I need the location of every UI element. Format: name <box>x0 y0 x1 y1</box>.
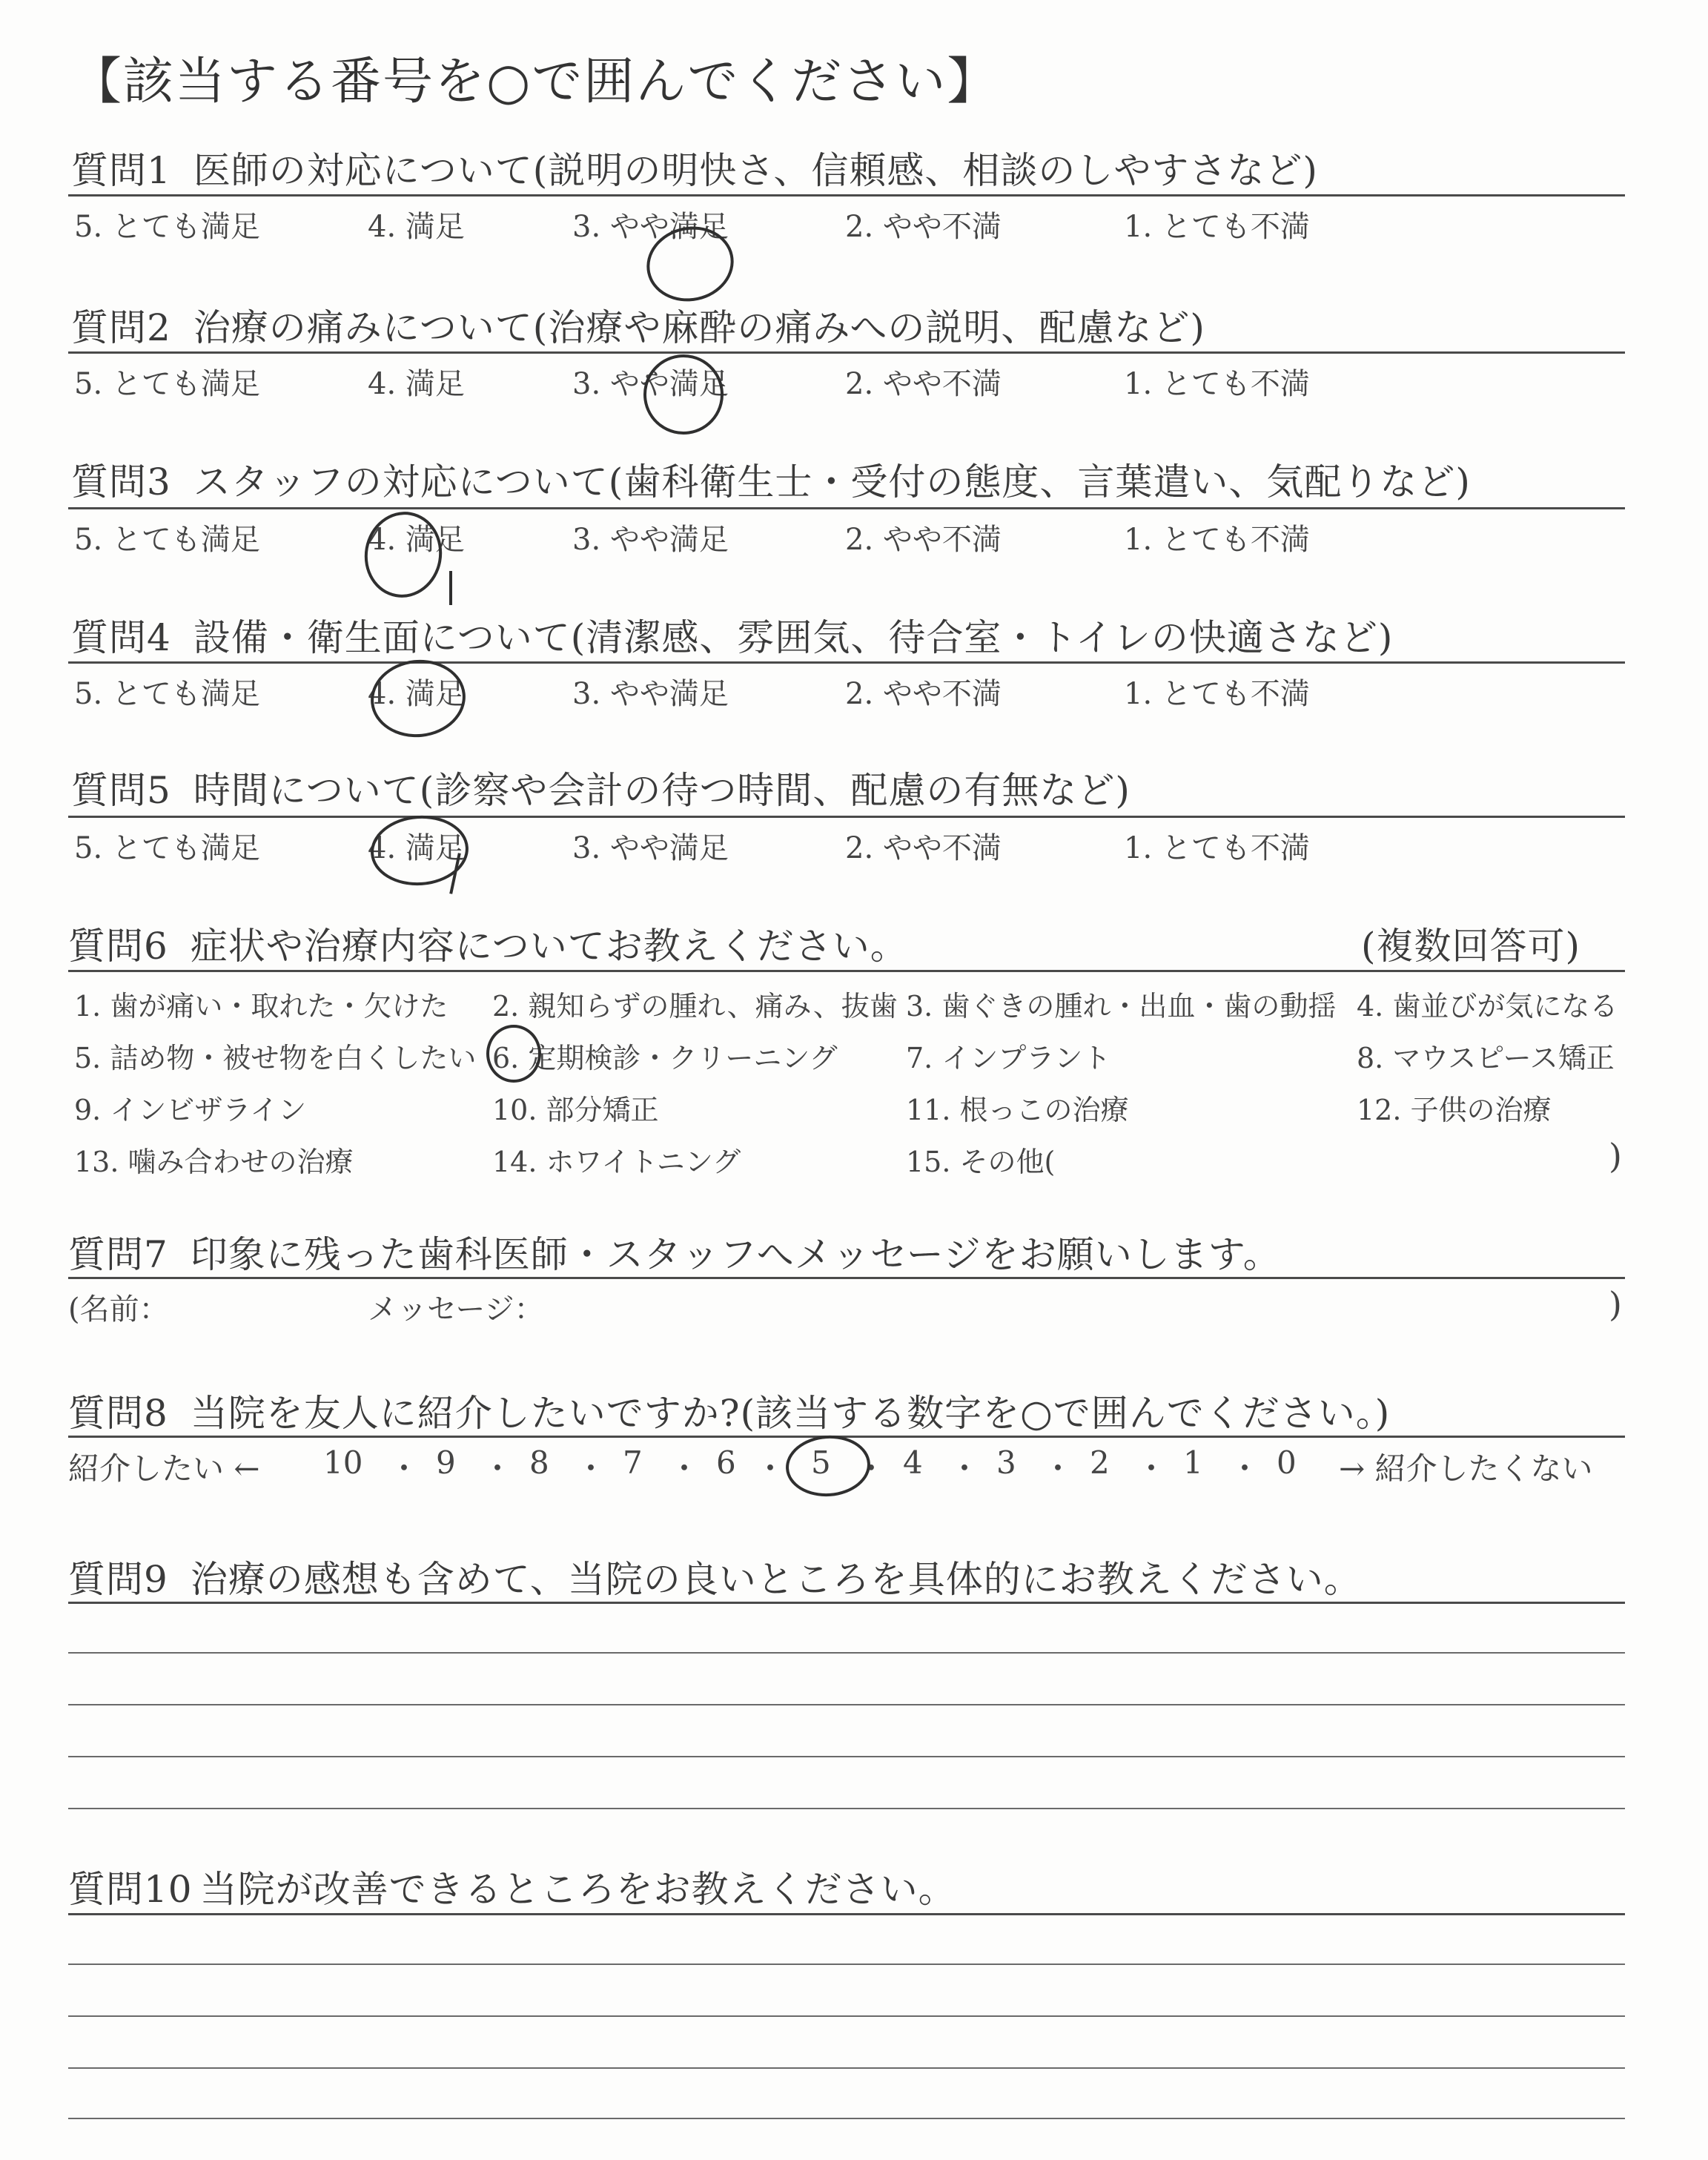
scale-sep: ・ <box>1229 1450 1261 1487</box>
scale-7[interactable]: 7 <box>623 1444 643 1481</box>
option-3[interactable]: 3. やや満足 <box>572 523 729 557</box>
scale-4[interactable]: 4 <box>903 1444 923 1481</box>
scale-sep: ・ <box>1136 1450 1168 1487</box>
question-text: 印象に残った歯科医師・スタッフへメッセージをお願いします。 <box>190 1233 1281 1276</box>
scale-sep: ・ <box>388 1450 420 1487</box>
question-number: 質問8 <box>68 1392 168 1435</box>
symptom-option-4[interactable]: 4. 歯並びが気になる <box>1357 990 1618 1023</box>
option-1[interactable]: 1. とても不満 <box>1124 831 1310 865</box>
option-2[interactable]: 2. やや不満 <box>845 523 1002 557</box>
question-5-title <box>71 761 1131 814</box>
scale-3[interactable]: 3 <box>996 1444 1016 1481</box>
question-10-title <box>68 1860 956 1913</box>
option-1[interactable]: 1. とても不満 <box>1124 677 1310 711</box>
scale-0[interactable]: 0 <box>1277 1444 1297 1481</box>
multiple-answers-note: (複数回答可) <box>1361 925 1581 968</box>
option-3[interactable]: 3. やや満足 <box>572 210 729 244</box>
option-2[interactable]: 2. やや不満 <box>845 677 1002 711</box>
scale-9[interactable]: 9 <box>436 1444 456 1481</box>
question-text: 医師の対応について(説明の明快さ、信頼感、相談のしやすさなど) <box>193 149 1318 192</box>
question-9-title <box>68 1550 1362 1603</box>
option-5[interactable]: 5. とても満足 <box>74 210 260 244</box>
question-text: 治療の感想も含めて、当院の良いところを具体的にお教えください。 <box>190 1558 1362 1601</box>
question-2-rule <box>68 351 1625 354</box>
answer-line[interactable] <box>68 2067 1625 2069</box>
answer-line[interactable] <box>68 1652 1625 1654</box>
answer-line[interactable] <box>68 2015 1625 2017</box>
scale-6[interactable]: 6 <box>716 1444 736 1481</box>
scale-10[interactable]: 10 <box>323 1444 363 1481</box>
question-text: 当院を友人に紹介したいですか?(該当する数字を○で囲んでください。) <box>190 1392 1391 1435</box>
question-10-rule <box>68 1913 1625 1915</box>
symptom-option-8[interactable]: 8. マウスピース矯正 <box>1357 1042 1615 1074</box>
name-label: (名前： <box>68 1292 169 1327</box>
option-5[interactable]: 5. とても満足 <box>74 523 260 557</box>
option-1[interactable]: 1. とても不満 <box>1124 367 1310 401</box>
symptom-option-5[interactable]: 5. 詰め物・被せ物を白くしたい <box>74 1042 477 1074</box>
question-1-title <box>71 141 1318 194</box>
option-4[interactable]: 4. 満足 <box>368 210 465 244</box>
question-number: 質問2 <box>71 306 171 349</box>
option-4[interactable]: 4. 満足 <box>368 831 465 865</box>
question-4-rule <box>68 661 1625 664</box>
question-number: 質問6 <box>68 925 168 968</box>
scale-sep: ・ <box>575 1450 607 1487</box>
option-4[interactable]: 4. 満足 <box>368 367 465 401</box>
symptom-option-9[interactable]: 9. インビザライン <box>74 1094 307 1126</box>
question-text: 当院が改善できるところをお教えください。 <box>199 1868 956 1911</box>
question-text: スタッフの対応について(歯科衛生士・受付の態度、言葉遣い、気配りなど) <box>193 460 1471 503</box>
question-text: 症状や治療内容についてお教えください。 <box>190 925 908 968</box>
question-6-rule <box>68 970 1625 972</box>
scale-8[interactable]: 8 <box>529 1444 549 1481</box>
symptom-option-2[interactable]: 2. 親知らずの腫れ、痛み、抜歯 <box>492 990 898 1023</box>
option-3[interactable]: 3. やや満足 <box>572 831 729 865</box>
scale-sep: ・ <box>855 1450 887 1487</box>
other-close-paren: ) <box>1609 1136 1622 1176</box>
symptom-option-3[interactable]: 3. 歯ぐきの腫れ・出血・歯の動揺 <box>906 990 1337 1023</box>
symptom-option-15[interactable]: 15. その他( <box>906 1146 1056 1178</box>
scale-sep: ・ <box>1042 1450 1074 1487</box>
option-3[interactable]: 3. やや満足 <box>572 677 729 711</box>
question-text: 治療の痛みについて(治療や麻酔の痛みへの説明、配慮など) <box>193 306 1205 349</box>
answer-line[interactable] <box>68 1756 1625 1757</box>
option-5[interactable]: 5. とても満足 <box>74 367 260 401</box>
symptom-option-14[interactable]: 14. ホワイトニング <box>492 1146 741 1178</box>
question-7-rule <box>68 1277 1625 1279</box>
answer-line[interactable] <box>68 1808 1625 1809</box>
symptom-option-12[interactable]: 12. 子供の治療 <box>1357 1094 1552 1126</box>
selection-circle-q4 <box>367 655 469 742</box>
question-number: 質問4 <box>71 616 171 659</box>
scale-sep: ・ <box>949 1450 981 1487</box>
question-number: 質問9 <box>68 1558 168 1601</box>
answer-line[interactable] <box>68 1964 1625 1965</box>
selection-circle-q8 <box>784 1433 872 1499</box>
scale-2[interactable]: 2 <box>1090 1444 1110 1481</box>
message-close-paren: ) <box>1609 1284 1622 1324</box>
selection-circle-q6 <box>486 1025 541 1083</box>
scale-5[interactable]: 5 <box>811 1444 831 1481</box>
question-number: 質問5 <box>71 769 171 812</box>
scale-sep: ・ <box>755 1450 787 1487</box>
message-label: メッセージ： <box>368 1292 544 1327</box>
question-number: 質問1 <box>71 149 171 192</box>
question-number: 質問3 <box>71 460 171 503</box>
question-text: 設備・衛生面について(清潔感、雰囲気、待合室・トイレの快適さなど) <box>193 616 1394 659</box>
option-5[interactable]: 5. とても満足 <box>74 831 260 865</box>
option-2[interactable]: 2. やや不満 <box>845 210 1002 244</box>
symptom-option-1[interactable]: 1. 歯が痛い・取れた・欠けた <box>74 990 448 1023</box>
option-1[interactable]: 1. とても不満 <box>1124 210 1310 244</box>
answer-line[interactable] <box>68 2118 1625 2119</box>
option-3[interactable]: 3. やや満足 <box>572 367 729 401</box>
option-5[interactable]: 5. とても満足 <box>74 677 260 711</box>
question-text: 時間について(診察や会計の待つ時間、配慮の有無など) <box>193 769 1131 812</box>
symptom-option-7[interactable]: 7. インプラント <box>906 1042 1111 1074</box>
option-2[interactable]: 2. やや不満 <box>845 831 1002 865</box>
question-5-rule <box>68 816 1625 818</box>
option-4[interactable]: 4. 満足 <box>368 523 465 557</box>
option-1[interactable]: 1. とても不満 <box>1124 523 1310 557</box>
scale-sep: ・ <box>669 1450 701 1487</box>
question-6-title <box>68 916 908 970</box>
recommend-left-label: 紹介したい ← <box>68 1450 260 1487</box>
question-number: 質問7 <box>68 1233 168 1276</box>
page-title: 【該当する番号を○で囲んでください】 <box>71 53 999 111</box>
question-3-rule <box>68 507 1625 509</box>
option-4[interactable]: 4. 満足 <box>368 677 465 711</box>
scale-sep: ・ <box>482 1450 514 1487</box>
question-7-title <box>68 1225 1281 1278</box>
recommend-right-label: → 紹介したくない <box>1339 1450 1593 1487</box>
symptom-option-6[interactable]: 6. 定期検診・クリーニング <box>492 1042 838 1074</box>
answer-line[interactable] <box>68 1704 1625 1705</box>
question-9-rule <box>68 1602 1625 1604</box>
symptom-option-10[interactable]: 10. 部分矯正 <box>492 1094 659 1126</box>
symptom-option-11[interactable]: 11. 根っこの治療 <box>906 1094 1129 1126</box>
option-2[interactable]: 2. やや不満 <box>845 367 1002 401</box>
question-8-title <box>68 1384 1390 1437</box>
symptom-option-13[interactable]: 13. 噛み合わせの治療 <box>74 1146 354 1178</box>
message-field[interactable] <box>178 1286 1601 1327</box>
question-2-title <box>71 298 1205 351</box>
scale-1[interactable]: 1 <box>1183 1444 1203 1481</box>
selection-tail-q3 <box>449 571 452 605</box>
question-4-title <box>71 608 1393 661</box>
question-1-rule <box>68 194 1625 196</box>
question-3-title <box>71 452 1471 506</box>
question-number: 質問10 <box>68 1868 193 1911</box>
